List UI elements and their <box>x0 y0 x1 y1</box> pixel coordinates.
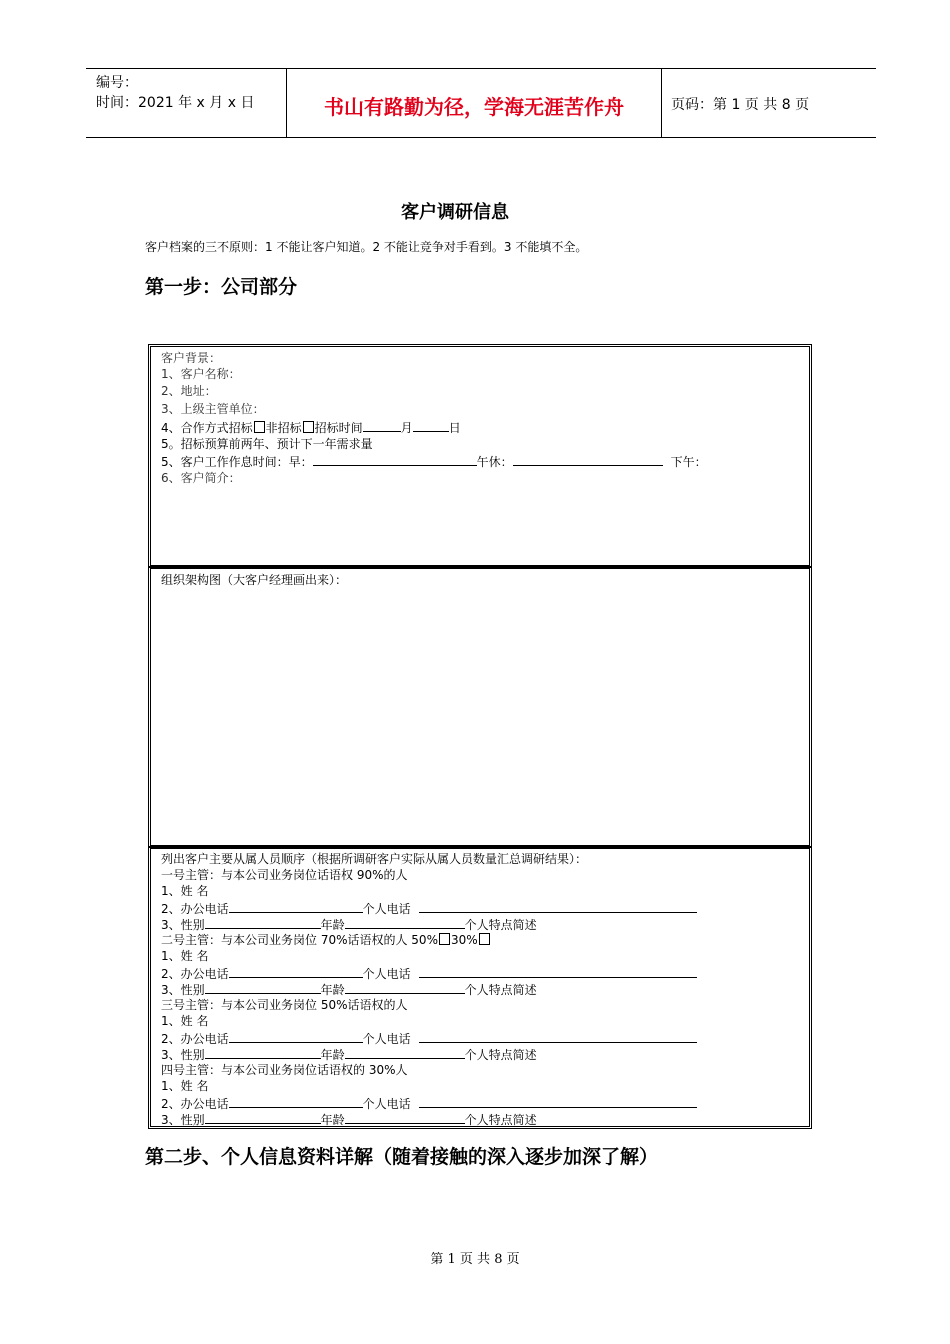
m3-phone-row <box>161 1030 697 1047</box>
phone-label: 2、办公电话 <box>161 1097 229 1111</box>
m2-50-checkbox[interactable] <box>439 933 450 945</box>
phone-label: 2、办公电话 <box>161 902 229 916</box>
personal-phone-blank[interactable] <box>419 1095 697 1108</box>
staff-box <box>148 846 812 1129</box>
office-phone-blank[interactable] <box>229 1030 363 1043</box>
m4-phone-row <box>161 1095 697 1112</box>
traits-label: 个人特点简述 <box>464 918 537 932</box>
month-blank[interactable] <box>363 419 401 432</box>
manager-3-title: 三号主管：与本公司业务岗位 50%话语权的人 <box>161 998 408 1012</box>
step2-heading: 第二步、个人信息资料详解（随着接触的深入逐步加深了解） <box>145 1146 659 1168</box>
age-blank[interactable] <box>345 1111 465 1124</box>
morning-blank[interactable] <box>313 453 477 466</box>
bg-coop-row <box>161 419 461 436</box>
page-label: 页码：第 1 页 共 8 页 <box>671 97 810 113</box>
staff-heading: 列出客户主要从属人员顺序（根据所调研客户实际从属人员数量汇总调研结果）： <box>161 852 588 866</box>
m2-phone-row <box>161 965 697 982</box>
m2-gender-row <box>161 981 537 998</box>
traits-label: 个人特点简述 <box>464 1113 537 1127</box>
noon-blank[interactable] <box>513 453 663 466</box>
m4-name-label: 1、姓 名 <box>161 1079 209 1093</box>
age-blank[interactable] <box>345 1046 465 1059</box>
m1-phone-row <box>161 900 697 917</box>
gender-label: 3、性别 <box>161 918 205 932</box>
personal-phone-blank[interactable] <box>419 900 697 913</box>
bg-address: 2、地址： <box>161 384 217 398</box>
manager-2-title <box>161 932 491 948</box>
worktime-label: 5、客户工作作息时间：早： <box>161 455 313 469</box>
age-blank[interactable] <box>345 916 465 929</box>
traits-label: 个人特点简述 <box>464 1048 537 1062</box>
coop-non-bid: 非招标 <box>265 421 302 435</box>
m4-gender-row <box>161 1111 537 1128</box>
personal-phone-label: 个人电话 <box>362 1097 411 1111</box>
afternoon-label: 下午： <box>670 455 707 469</box>
phone-label: 2、办公电话 <box>161 1032 229 1046</box>
traits-label: 个人特点简述 <box>464 983 537 997</box>
personal-phone-label: 个人电话 <box>362 967 411 981</box>
gender-blank[interactable] <box>205 1111 321 1124</box>
manager-1-title: 一号主管：与本公司业务岗位话语权 90%的人 <box>161 868 408 882</box>
time-line: 时间：2021 年 x 月 x 日 <box>96 95 255 111</box>
gender-label: 3、性别 <box>161 1048 205 1062</box>
day-label: 日 <box>448 421 461 435</box>
m3-name-label: 1、姓 名 <box>161 1014 209 1028</box>
gender-label: 3、性别 <box>161 1113 205 1127</box>
manager-4-title: 四号主管：与本公司业务岗位话语权的 30%人 <box>161 1063 408 1077</box>
m2-30-checkbox[interactable] <box>479 933 490 945</box>
doc-title: 客户调研信息 <box>401 202 509 223</box>
bg-heading: 客户背景： <box>161 351 222 365</box>
manager-2-30: 30% <box>450 933 478 947</box>
age-label: 年龄 <box>320 1113 345 1127</box>
m1-gender-row <box>161 916 537 933</box>
non-bid-checkbox[interactable] <box>303 421 314 433</box>
phone-label: 2、办公电话 <box>161 967 229 981</box>
bg-worktime-row <box>161 453 707 470</box>
gender-blank[interactable] <box>205 981 321 994</box>
age-label: 年龄 <box>320 918 345 932</box>
m2-name-label: 1、姓 名 <box>161 949 209 963</box>
page-header <box>86 68 876 138</box>
gender-blank[interactable] <box>205 1046 321 1059</box>
page-footer: 第 1 页 共 8 页 <box>430 1252 520 1267</box>
background-box <box>148 344 812 568</box>
org-heading: 组织架构图（大客户经理画出来）： <box>161 573 348 587</box>
gender-blank[interactable] <box>205 916 321 929</box>
day-blank[interactable] <box>413 419 449 432</box>
m3-gender-row <box>161 1046 537 1063</box>
m1-name-label: 1、姓 名 <box>161 884 209 898</box>
gender-label: 3、性别 <box>161 983 205 997</box>
age-blank[interactable] <box>345 981 465 994</box>
age-label: 年龄 <box>320 1048 345 1062</box>
month-label: 月 <box>400 421 413 435</box>
bg-intro: 6、客户简介： <box>161 471 241 485</box>
header-page-cell <box>661 69 876 137</box>
coop-prefix: 4、合作方式招标 <box>161 421 253 435</box>
age-label: 年龄 <box>320 983 345 997</box>
coop-bid-time: 招标时间 <box>314 421 363 435</box>
personal-phone-blank[interactable] <box>419 965 697 978</box>
personal-phone-blank[interactable] <box>419 1030 697 1043</box>
bid-checkbox[interactable] <box>254 421 265 433</box>
noon-label: 午休： <box>476 455 513 469</box>
header-motto-cell <box>286 69 662 137</box>
org-chart-box <box>148 566 812 848</box>
motto: 书山有路勤为径，学海无涯苦作舟 <box>324 95 624 119</box>
serial-label: 编号： <box>96 75 138 91</box>
office-phone-blank[interactable] <box>229 1095 363 1108</box>
bg-name: 1、客户名称： <box>161 367 241 381</box>
header-meta <box>86 69 286 137</box>
principle-text: 客户档案的三不原则：1 不能让客户知道。2 不能让竞争对手看到。3 不能填不全。 <box>145 240 588 254</box>
office-phone-blank[interactable] <box>229 965 363 978</box>
manager-2-text: 二号主管：与本公司业务岗位 70%话语权的人 50% <box>161 933 438 947</box>
office-phone-blank[interactable] <box>229 900 363 913</box>
bg-budget: 5。招标预算前两年、预计下一年需求量 <box>161 437 373 451</box>
personal-phone-label: 个人电话 <box>362 1032 411 1046</box>
personal-phone-label: 个人电话 <box>362 902 411 916</box>
step1-heading: 第一步：公司部分 <box>145 276 298 298</box>
bg-superior: 3、上级主管单位： <box>161 402 265 416</box>
